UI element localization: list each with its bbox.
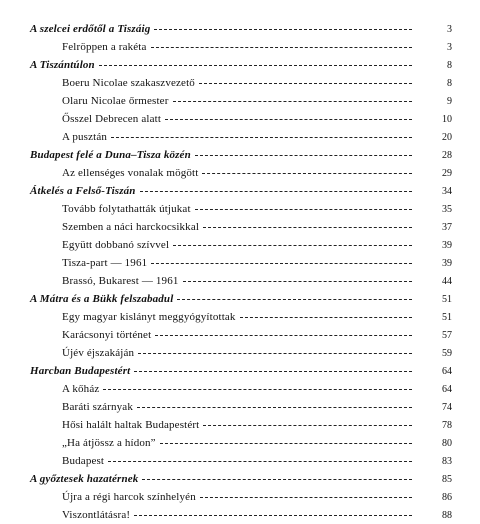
toc-entry-title: A pusztán: [0, 131, 111, 143]
toc-section-row: [0, 56, 480, 74]
dash-leader: [151, 263, 412, 264]
toc-page-number: 51: [442, 293, 452, 305]
toc-entry-row: [0, 164, 480, 182]
toc-entry-row: [0, 398, 480, 416]
toc-section-title: Budapest felé a Duna–Tisza közén: [0, 149, 195, 161]
dash-leader: [108, 461, 412, 462]
dash-leader: [111, 137, 412, 138]
toc-entry-title: Ősszel Debrecen alatt: [0, 113, 165, 125]
toc-entry-row: [0, 344, 480, 362]
toc-page-number: 88: [442, 509, 452, 521]
toc-page-number: 37: [442, 221, 452, 233]
toc-page-number: 44: [442, 275, 452, 287]
toc-entry-row: [0, 488, 480, 506]
dash-leader: [183, 281, 413, 282]
dash-leader: [142, 479, 412, 480]
toc-entry-title: Karácsonyi történet: [0, 329, 155, 341]
toc-entry-title: Szemben a náci harckocsikkal: [0, 221, 203, 233]
toc-page-number: 86: [442, 491, 452, 503]
dash-leader: [203, 227, 412, 228]
dash-leader: [240, 317, 412, 318]
toc-entry-row: [0, 308, 480, 326]
dash-leader: [154, 29, 412, 30]
toc-entry-row: [0, 416, 480, 434]
toc-entry-row: [0, 236, 480, 254]
dash-leader: [203, 425, 412, 426]
toc-section-row: [0, 290, 480, 308]
toc-entry-row: [0, 128, 480, 146]
toc-entry-title: Egy magyar kislányt meggyógyítottak: [0, 311, 240, 323]
toc-page-number: 20: [442, 131, 452, 143]
toc-page-number: 64: [442, 383, 452, 395]
toc-page-number: 29: [442, 167, 452, 179]
toc-entry-row: [0, 434, 480, 452]
toc-entry-title: Olaru Nicolae őrmester: [0, 95, 173, 107]
dash-leader: [199, 83, 412, 84]
toc-page-number: 51: [442, 311, 452, 323]
toc-entry-title: Tovább folytathatták útjukat: [0, 203, 195, 215]
toc-entry-title: Együtt dobbanó szívvel: [0, 239, 173, 251]
dash-leader: [134, 515, 412, 516]
toc-page-number: 64: [442, 365, 452, 377]
toc-page-number: 8: [447, 77, 452, 89]
dash-leader: [134, 371, 412, 372]
toc-entry-row: [0, 38, 480, 56]
dash-leader: [173, 101, 412, 102]
toc-entry-row: [0, 452, 480, 470]
toc-page-number: 28: [442, 149, 452, 161]
dash-leader: [177, 299, 412, 300]
toc-page-number: 34: [442, 185, 452, 197]
toc-entry-row: [0, 110, 480, 128]
dash-leader: [200, 497, 412, 498]
dash-leader: [151, 47, 412, 48]
toc-page-number: 10: [442, 113, 452, 125]
toc-entry-title: Újév éjszakáján: [0, 347, 138, 359]
dash-leader: [160, 443, 412, 444]
toc-page-number: 3: [447, 23, 452, 35]
toc-page-number: 78: [442, 419, 452, 431]
dash-leader: [140, 191, 412, 192]
dash-leader: [137, 407, 412, 408]
toc-page-number: 83: [442, 455, 452, 467]
dash-leader: [99, 65, 412, 66]
toc-entry-row: [0, 218, 480, 236]
toc-entry-title: Az ellenséges vonalak mögött: [0, 167, 202, 179]
dash-leader: [202, 173, 412, 174]
toc-entry-title: Felröppen a rakéta: [0, 41, 151, 53]
toc-entry-title: A kőház: [0, 383, 103, 395]
table-of-contents: [0, 20, 480, 524]
toc-entry-title: Baráti szárnyak: [0, 401, 137, 413]
toc-page-number: 59: [442, 347, 452, 359]
dash-leader: [103, 389, 412, 390]
toc-section-row: [0, 362, 480, 380]
toc-page-number: 39: [442, 239, 452, 251]
toc-entry-row: [0, 254, 480, 272]
toc-entry-row: [0, 380, 480, 398]
toc-section-title: A Mátra és a Bükk felszabadul: [0, 293, 177, 305]
toc-entry-title: Tisza-part — 1961: [0, 257, 151, 269]
toc-page-number: 3: [447, 41, 452, 53]
toc-page-number: 57: [442, 329, 452, 341]
toc-page-number: 39: [442, 257, 452, 269]
toc-page-number: 80: [442, 437, 452, 449]
toc-section-title: Átkelés a Felső-Tiszán: [0, 185, 140, 197]
toc-section-row: [0, 146, 480, 164]
toc-entry-title: Brassó, Bukarest — 1961: [0, 275, 183, 287]
dash-leader: [195, 155, 412, 156]
toc-page-number: 8: [447, 59, 452, 71]
toc-entry-title: Újra a régi harcok színhelyén: [0, 491, 200, 503]
toc-section-row: [0, 20, 480, 38]
toc-entry-title: „Ha átjössz a hídon”: [0, 437, 160, 449]
toc-entry-title: Boeru Nicolae szakaszvezető: [0, 77, 199, 89]
toc-page-number: 85: [442, 473, 452, 485]
toc-page-number: 74: [442, 401, 452, 413]
toc-section-row: [0, 470, 480, 488]
toc-entry-row: [0, 92, 480, 110]
toc-entry-title: Viszontlátásra!: [0, 509, 134, 521]
toc-entry-row: [0, 200, 480, 218]
toc-entry-title: Budapest: [0, 455, 108, 467]
dash-leader: [165, 119, 412, 120]
dash-leader: [173, 245, 412, 246]
dash-leader: [155, 335, 412, 336]
toc-entry-row: [0, 272, 480, 290]
toc-section-title: A győztesek hazatérnek: [0, 473, 142, 485]
toc-section-row: [0, 182, 480, 200]
dash-leader: [138, 353, 412, 354]
toc-page-number: 35: [442, 203, 452, 215]
toc-entry-row: [0, 74, 480, 92]
toc-section-title: A Tiszántúlon: [0, 59, 99, 71]
toc-entry-row: [0, 506, 480, 524]
toc-entry-row: [0, 326, 480, 344]
dash-leader: [195, 209, 412, 210]
toc-section-title: A szelcei erdőtől a Tiszáig: [0, 23, 154, 35]
toc-entry-title: Hősi halált haltak Budapestért: [0, 419, 203, 431]
toc-page-number: 9: [447, 95, 452, 107]
toc-section-title: Harcban Budapestért: [0, 365, 134, 377]
